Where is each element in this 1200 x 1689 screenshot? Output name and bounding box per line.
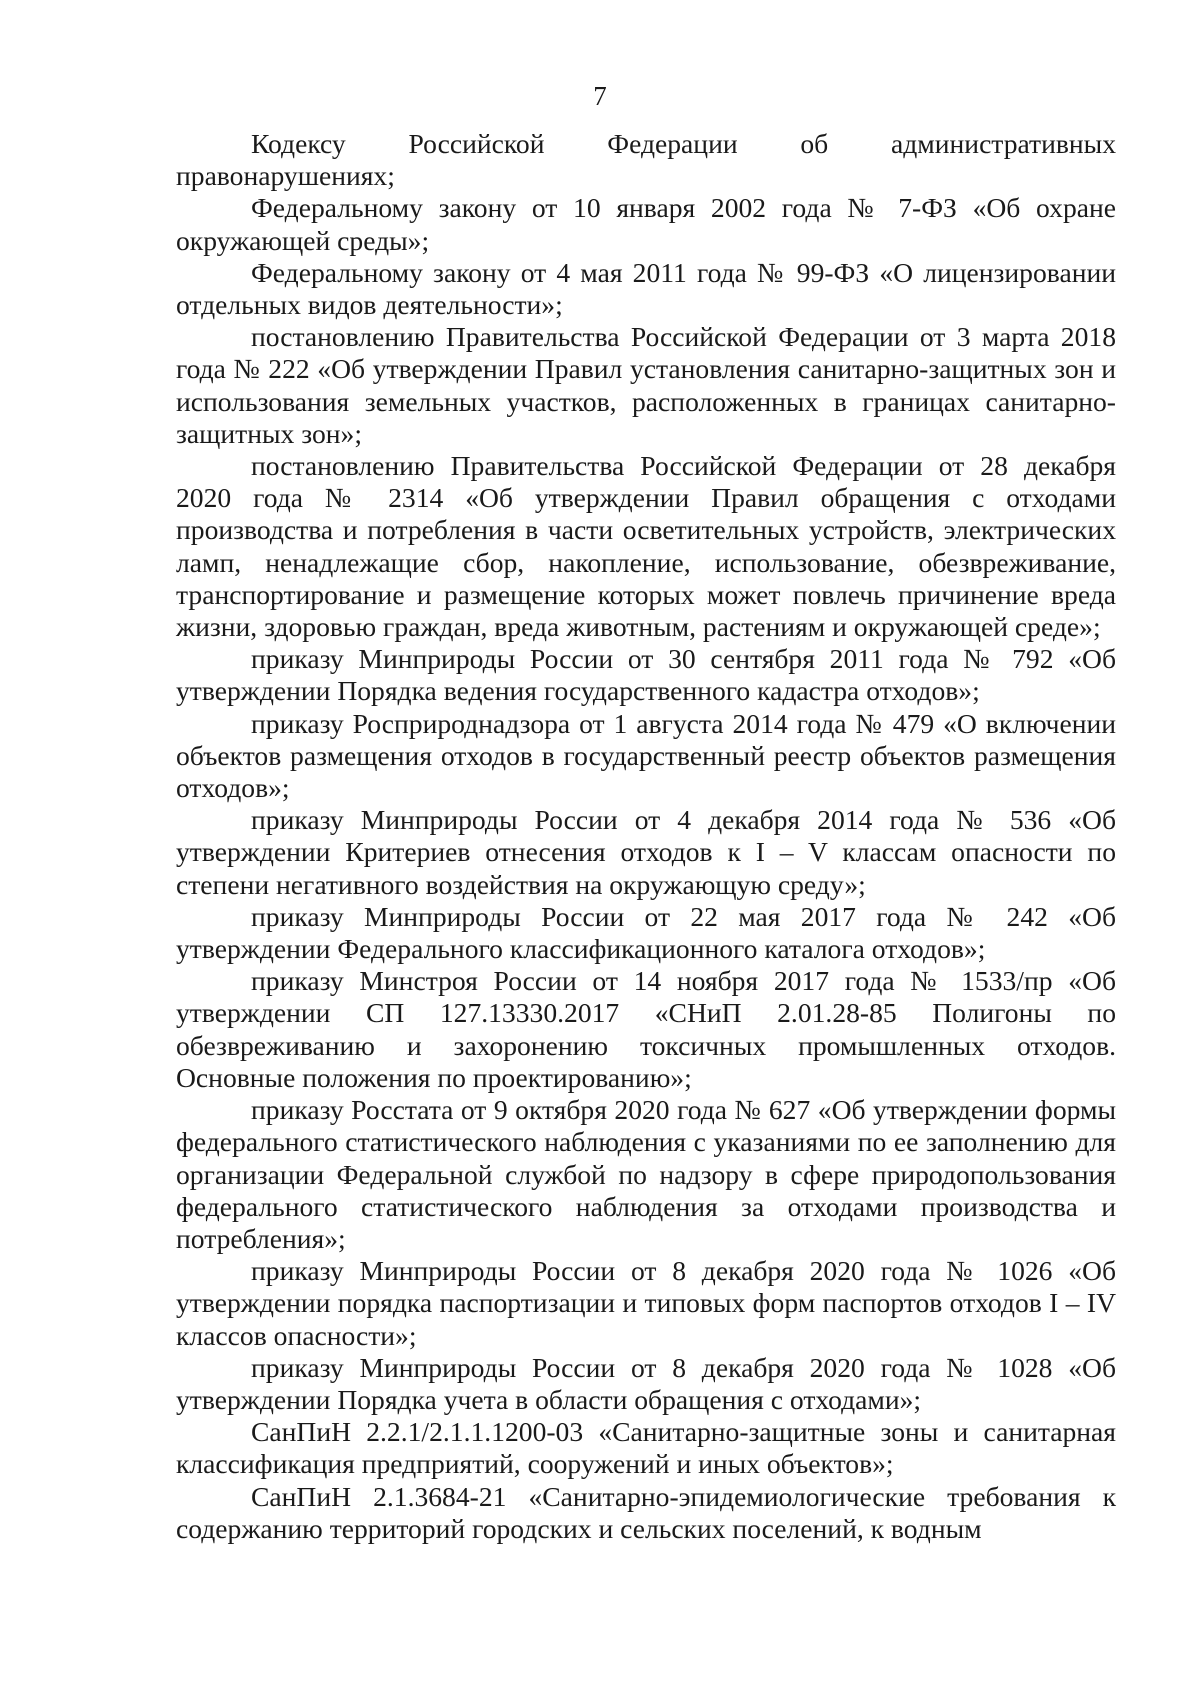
paragraph: приказу Минприроды России от 22 мая 2017 года № 242 «Об утверждении Федерального классификационного каталога отходов»; [176,900,1116,965]
paragraph: Федеральному закону от 4 мая 2011 года № 99-ФЗ «О лицензировании отдельных видов деятельности»; [176,256,1116,321]
paragraph: СанПиН 2.2.1/2.1.1.1200-03 «Санитарно-защитные зоны и санитарная классификация предприятий, сооружений и иных объектов»; [176,1416,1116,1480]
paragraph: приказу Минприроды России от 4 декабря 2014 года № 536 «Об утверждении Критериев отнесения отходов к I – V классам опасности по степени негативного воздействия на окружающую среду»; [176,804,1116,900]
paragraph: Федеральному закону от 10 января 2002 года № 7-ФЗ «Об охране окружающей среды»; [176,192,1116,256]
paragraph: приказу Росприроднадзора от 1 августа 2014 года № 479 «О включении объектов размещения отходов в государственный реестр объектов размещения отходов»; [176,707,1116,804]
paragraph: постановлению Правительства Российской Федерации от 28 декабря 2020 года № 2314 «Об утверждении Правил обращения с отходами производства и потребления в части осветительных устройств, электрических ламп, ненадлежащие сбор, накопление, использование, обезвреживание, транспортирование и размещение которых может повлечь причинение вреда жизни, здоровью граждан, вреда животным, растениям и окружающей среде»; [176,450,1116,643]
paragraph: приказу Росстата от 9 октября 2020 года № 627 «Об утверждении формы федерального статистического наблюдения с указаниями по ее заполнению для организации Федеральной службой по надзору в сфере природопользования федерального статистического наблюдения за отходами производства и потребления»; [176,1094,1116,1254]
document-body [176,128,1116,1545]
paragraph: Кодексу Российской Федерации об административных правонарушениях; [176,128,1116,192]
paragraph: приказу Минприроды России от 8 декабря 2020 года № 1026 «Об утверждении порядка паспортизации и типовых форм паспортов отходов I – IV классов опасности»; [176,1255,1116,1351]
paragraph: приказу Минстроя России от 14 ноября 2017 года № 1533/пр «Об утверждении СП 127.13330.2017 «СНиП 2.01.28-85 Полигоны по обезвреживанию и захоронению токсичных промышленных отходов. Основные положения по проектированию»; [176,965,1116,1093]
page-number: 7 [593,81,607,111]
paragraph: постановлению Правительства Российской Федерации от 3 марта 2018 года № 222 «Об утверждении Правил установления санитарно-защитных зон и использования земельных участков, расположенных в границах санитарно-защитных зон»; [176,321,1116,449]
paragraph: СанПиН 2.1.3684-21 «Санитарно-эпидемиологические требования к содержанию территорий городских и сельских поселений, к водным [176,1480,1116,1544]
paragraph: приказу Минприроды России от 8 декабря 2020 года № 1028 «Об утверждении Порядка учета в области обращения с отходами»; [176,1351,1116,1415]
paragraph: приказу Минприроды России от 30 сентября 2011 года № 792 «Об утверждении Порядка ведения государственного кадастра отходов»; [176,643,1116,707]
